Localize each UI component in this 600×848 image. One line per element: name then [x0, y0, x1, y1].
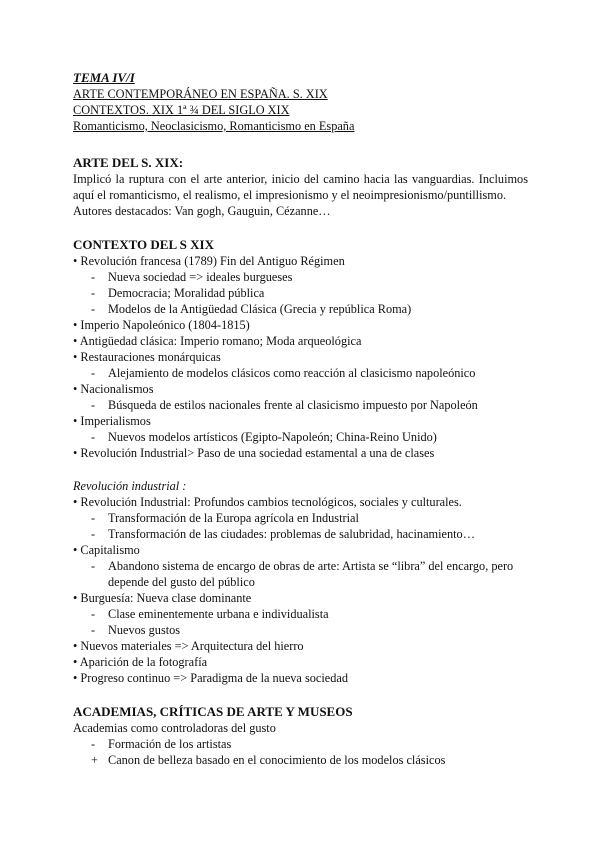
list-item: [73, 510, 528, 526]
dash-icon: -: [91, 559, 96, 573]
list-item-text: Canon de belleza basado en el conocimiento de los modelos clásicos: [108, 753, 446, 767]
list-item-text: Formación de los artistas: [108, 737, 232, 751]
list-item: [73, 333, 528, 349]
dash-icon: -: [91, 398, 96, 412]
list-item-text: Restauraciones monárquicas: [80, 350, 221, 364]
list-item-text: Revolución Industrial> Paso de una sociedad estamental a una de clases: [80, 446, 435, 460]
list-item: [73, 752, 528, 768]
bullet-icon: •: [73, 495, 78, 509]
list-item: [73, 526, 528, 542]
arte-paragraph: Implicó la ruptura con el arte anterior, inicio del camino hacia las vanguardias. Incluimos aquí el romanticismo, el realismo, el impresionismo y el neoimpresionismo/puntillismo.: [73, 172, 528, 202]
list-item-text: Nuevos modelos artísticos (Egipto-Napoleón; China-Reino Unido): [108, 430, 437, 444]
list-item-text: Transformación de las ciudades: problemas de salubridad, hacinamiento…: [108, 527, 475, 541]
subtitle-line-3: Romanticismo, Neoclasicismo, Romanticismo en España: [73, 119, 355, 133]
subtitle-line-1: ARTE CONTEMPORÁNEO EN ESPAÑA. S. XIX: [73, 87, 328, 101]
bullet-icon: •: [73, 254, 78, 268]
list-item-text: Nuevos materiales => Arquitectura del hierro: [80, 639, 304, 653]
topic-title: TEMA IV/I: [73, 70, 135, 85]
plus-icon: +: [91, 753, 98, 767]
list-item: [73, 445, 528, 461]
bullet-icon: •: [73, 639, 78, 653]
bullet-icon: •: [73, 350, 78, 364]
dash-icon: -: [91, 737, 96, 751]
list-item: [73, 670, 528, 686]
list-item: [73, 654, 528, 670]
dash-icon: -: [91, 607, 96, 621]
list-item: [73, 429, 528, 445]
list-item-text: Imperialismos: [80, 414, 151, 428]
bullet-icon: •: [73, 382, 78, 396]
list-item: [73, 397, 528, 413]
list-item-text: Clase eminentemente urbana e individualista: [108, 607, 329, 621]
list-item-text: Revolución Industrial: Profundos cambios tecnológicos, sociales y culturales.: [80, 495, 462, 509]
bullet-icon: •: [73, 591, 78, 605]
bullet-icon: •: [73, 655, 78, 669]
list-item-text: Nueva sociedad => ideales burgueses: [108, 270, 293, 284]
bullet-icon: •: [73, 318, 78, 332]
dash-icon: -: [91, 527, 96, 541]
section-heading-contexto: CONTEXTO DEL S XIX: [73, 237, 214, 252]
bullet-icon: •: [73, 671, 78, 685]
bullet-icon: •: [73, 414, 78, 428]
list-item-text: Alejamiento de modelos clásicos como reacción al clasicismo napoleónico: [108, 366, 476, 380]
dash-icon: -: [91, 270, 96, 284]
list-item: [73, 494, 528, 510]
list-item-text: Transformación de la Europa agrícola en Industrial: [108, 511, 359, 525]
list-item-text: Abandono sistema de encargo de obras de arte: Artista se “libra” del encargo, pero depende del gusto del público: [108, 559, 514, 589]
section-heading-academias: ACADEMIAS, CRÍTICAS DE ARTE Y MUSEOS: [73, 704, 353, 719]
bullet-icon: •: [73, 446, 78, 460]
dash-icon: -: [91, 302, 96, 316]
academias-intro: Academias como controladoras del gusto: [73, 721, 276, 735]
list-item: [73, 381, 528, 397]
revolucion-list: [73, 494, 528, 686]
list-item: [73, 736, 528, 752]
list-item: [73, 590, 528, 606]
list-item: [73, 365, 528, 381]
list-item-text: Antigüedad clásica: Imperio romano; Moda arqueológica: [79, 334, 362, 348]
document-content: [73, 70, 528, 768]
bullet-icon: •: [73, 334, 78, 348]
list-item: [73, 253, 528, 269]
list-item-text: Progreso continuo => Paradigma de la nueva sociedad: [80, 671, 348, 685]
list-item-text: Revolución francesa (1789) Fin del Antiguo Régimen: [80, 254, 345, 268]
list-item: [73, 413, 528, 429]
list-item-text: Burguesía: Nueva clase dominante: [80, 591, 252, 605]
section-heading-revolucion: Revolución industrial :: [73, 479, 187, 493]
dash-icon: -: [91, 511, 96, 525]
list-item: [73, 542, 528, 558]
list-item-text: Nacionalismos: [80, 382, 154, 396]
list-item: [73, 269, 528, 285]
list-item-text: Capitalismo: [80, 543, 140, 557]
section-heading-arte: ARTE DEL S. XIX:: [73, 155, 184, 170]
list-item: [73, 301, 528, 317]
list-item: [73, 638, 528, 654]
dash-icon: -: [91, 430, 96, 444]
list-item: [73, 349, 528, 365]
list-item-text: Nuevos gustos: [108, 623, 181, 637]
list-item-text: Imperio Napoleónico (1804-1815): [80, 318, 250, 332]
list-item-text: Democracia; Moralidad pública: [108, 286, 265, 300]
list-item-text: Modelos de la Antigüedad Clásica (Grecia y república Roma): [108, 302, 412, 316]
list-item-text: Búsqueda de estilos nacionales frente al clasicismo impuesto por Napoleón: [108, 398, 478, 412]
arte-autores: Autores destacados: Van gogh, Gauguin, Cézanne…: [73, 204, 331, 218]
list-item: [73, 558, 528, 590]
contexto-list: [73, 253, 528, 461]
list-item-text: Aparición de la fotografía: [79, 655, 208, 669]
academias-list: [73, 736, 528, 768]
list-item: [73, 606, 528, 622]
subtitle-line-2: CONTEXTOS. XIX 1ª ¾ DEL SIGLO XIX: [73, 103, 290, 117]
list-item: [73, 622, 528, 638]
list-item: [73, 317, 528, 333]
list-item: [73, 285, 528, 301]
dash-icon: -: [91, 623, 96, 637]
dash-icon: -: [91, 366, 96, 380]
bullet-icon: •: [73, 543, 78, 557]
dash-icon: -: [91, 286, 96, 300]
